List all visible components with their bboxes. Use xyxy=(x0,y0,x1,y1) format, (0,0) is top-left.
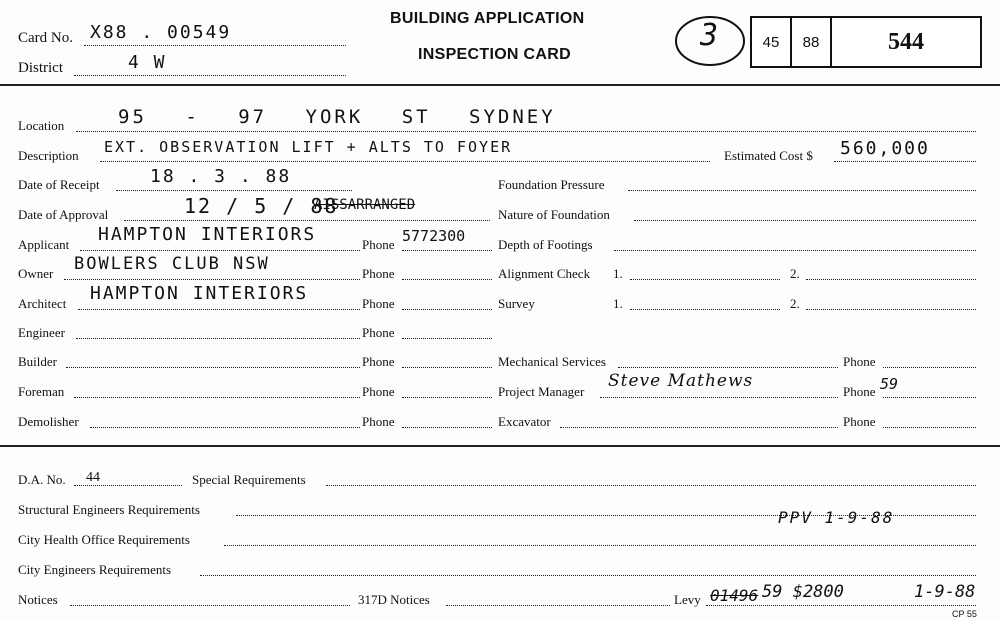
excavator-phone-line xyxy=(883,427,976,428)
location-value: 95 - 97 YORK ST SYDNEY xyxy=(118,106,556,128)
card-no-label: Card No. xyxy=(18,30,73,46)
levy-date: 1-9-88 xyxy=(914,582,976,602)
mechanical-label: Mechanical Services xyxy=(498,354,606,369)
excavator-label: Excavator xyxy=(498,414,551,429)
owner-phone-line xyxy=(402,279,492,280)
project-manager-phone-label: Phone xyxy=(843,384,876,399)
health-label: City Health Office Requirements xyxy=(18,532,190,547)
special-label: Special Requirements xyxy=(192,472,306,487)
project-manager-label: Project Manager xyxy=(498,384,585,399)
notices-label: Notices xyxy=(18,592,58,607)
structural-label: Structural Engineers Requirements xyxy=(18,502,200,517)
box-number: 544 xyxy=(888,28,924,55)
form-code: CP 55 xyxy=(952,609,977,619)
excavator-phone-label: Phone xyxy=(843,414,876,429)
builder-phone-line xyxy=(402,367,492,368)
project-manager-line xyxy=(600,397,838,398)
receipt-label: Date of Receipt xyxy=(18,177,100,192)
survey-one-label: 1. xyxy=(613,296,623,311)
levy-line xyxy=(706,605,976,606)
card-number-box xyxy=(750,16,982,68)
health-line xyxy=(224,545,976,546)
box-year-prefix: 45 xyxy=(752,18,792,66)
project-manager-phone-value: 59 xyxy=(880,375,899,393)
foreman-phone-line xyxy=(402,397,492,398)
card-no-value: X88 . 00549 xyxy=(90,22,232,43)
estimated-cost-value: 560,000 xyxy=(840,138,930,159)
levy-struck: 01496 xyxy=(710,586,759,605)
da-label: D.A. No. xyxy=(18,472,66,487)
architect-label: Architect xyxy=(18,296,67,311)
applicant-phone-line xyxy=(402,250,492,251)
estimated-cost-line xyxy=(834,161,976,162)
applicant-value: HAMPTON INTERIORS xyxy=(98,224,317,245)
excavator-line xyxy=(560,427,838,428)
structural-note: PPV 1-9-88 xyxy=(778,508,895,527)
city-engineers-label: City Engineers Requirements xyxy=(18,562,172,577)
foreman-line xyxy=(74,397,360,398)
builder-line xyxy=(66,367,360,368)
location-line xyxy=(76,131,976,132)
notices-317d-line xyxy=(446,605,670,606)
survey-two-label: 2. xyxy=(790,296,800,311)
foreman-phone-label: Phone xyxy=(362,384,395,399)
box-year: 88 xyxy=(792,18,832,66)
mechanical-phone-line xyxy=(883,367,976,368)
owner-phone-label: Phone xyxy=(362,266,395,281)
applicant-phone-value: 5772300 xyxy=(402,227,466,245)
title-line1: BUILDING APPLICATION xyxy=(390,10,585,27)
requirements-divider xyxy=(0,445,1000,447)
city-engineers-line xyxy=(200,575,976,576)
title-line2: INSPECTION CARD xyxy=(418,46,571,63)
receipt-value: 18 . 3 . 88 xyxy=(150,166,292,187)
architect-phone-line xyxy=(402,309,492,310)
nature-foundation-label: Nature of Foundation xyxy=(498,207,610,222)
survey-label: Survey xyxy=(498,296,535,311)
estimated-cost-label: Estimated Cost $ xyxy=(724,148,813,163)
header-divider xyxy=(0,84,1000,86)
approval-value: 12 / 5 / 88 xyxy=(184,194,339,218)
district-value: 4 W xyxy=(128,52,167,73)
da-value: 44 xyxy=(86,470,100,485)
survey-two-line xyxy=(806,309,976,310)
applicant-phone-label: Phone xyxy=(362,237,395,252)
architect-value: HAMPTON INTERIORS xyxy=(90,283,309,304)
special-line xyxy=(326,485,976,486)
description-value: EXT. OBSERVATION LIFT + ALTS TO FOYER xyxy=(104,138,513,156)
approval-label: Date of Approval xyxy=(18,207,109,222)
project-manager-phone-line xyxy=(883,397,976,398)
engineer-label: Engineer xyxy=(18,325,65,340)
alignment-one-line xyxy=(630,279,780,280)
engineer-line xyxy=(76,338,360,339)
approval-line xyxy=(124,220,490,221)
alignment-two-line xyxy=(806,279,976,280)
circled-number: 3 xyxy=(700,18,721,53)
alignment-two-label: 2. xyxy=(790,266,800,281)
foreman-label: Foreman xyxy=(18,384,65,399)
demolisher-phone-label: Phone xyxy=(362,414,395,429)
alignment-label: Alignment Check xyxy=(498,266,591,281)
owner-line xyxy=(64,279,360,280)
survey-one-line xyxy=(630,309,780,310)
mechanical-phone-label: Phone xyxy=(843,354,876,369)
architect-phone-label: Phone xyxy=(362,296,395,311)
notices-317d-label: 317D Notices xyxy=(358,592,430,607)
owner-value: BOWLERS CLUB NSW xyxy=(74,254,270,274)
district-line xyxy=(74,75,346,76)
depth-footings-label: Depth of Footings xyxy=(498,237,593,252)
description-line xyxy=(100,161,710,162)
levy-value: 59 $2800 xyxy=(762,582,844,602)
depth-footings-line xyxy=(614,250,976,251)
location-label: Location xyxy=(18,118,65,133)
owner-label: Owner xyxy=(18,266,54,281)
card-no-line xyxy=(84,45,346,46)
nature-foundation-line xyxy=(634,220,976,221)
builder-phone-label: Phone xyxy=(362,354,395,369)
builder-label: Builder xyxy=(18,354,57,369)
demolisher-phone-line xyxy=(402,427,492,428)
district-label: District xyxy=(18,60,63,76)
foundation-pressure-label: Foundation Pressure xyxy=(498,177,605,192)
approval-struck-text: AISSARRANGED xyxy=(314,197,416,213)
mechanical-line xyxy=(618,367,838,368)
description-label: Description xyxy=(18,148,79,163)
alignment-one-label: 1. xyxy=(613,266,623,281)
applicant-line xyxy=(80,250,360,251)
engineer-phone-line xyxy=(402,338,492,339)
engineer-phone-label: Phone xyxy=(362,325,395,340)
demolisher-line xyxy=(90,427,360,428)
applicant-label: Applicant xyxy=(18,237,70,252)
demolisher-label: Demolisher xyxy=(18,414,79,429)
receipt-line xyxy=(116,190,352,191)
levy-label: Levy xyxy=(674,592,701,607)
architect-line xyxy=(78,309,360,310)
notices-line xyxy=(70,605,350,606)
foundation-pressure-line xyxy=(628,190,976,191)
project-manager-value: Steve Mathews xyxy=(608,371,754,391)
